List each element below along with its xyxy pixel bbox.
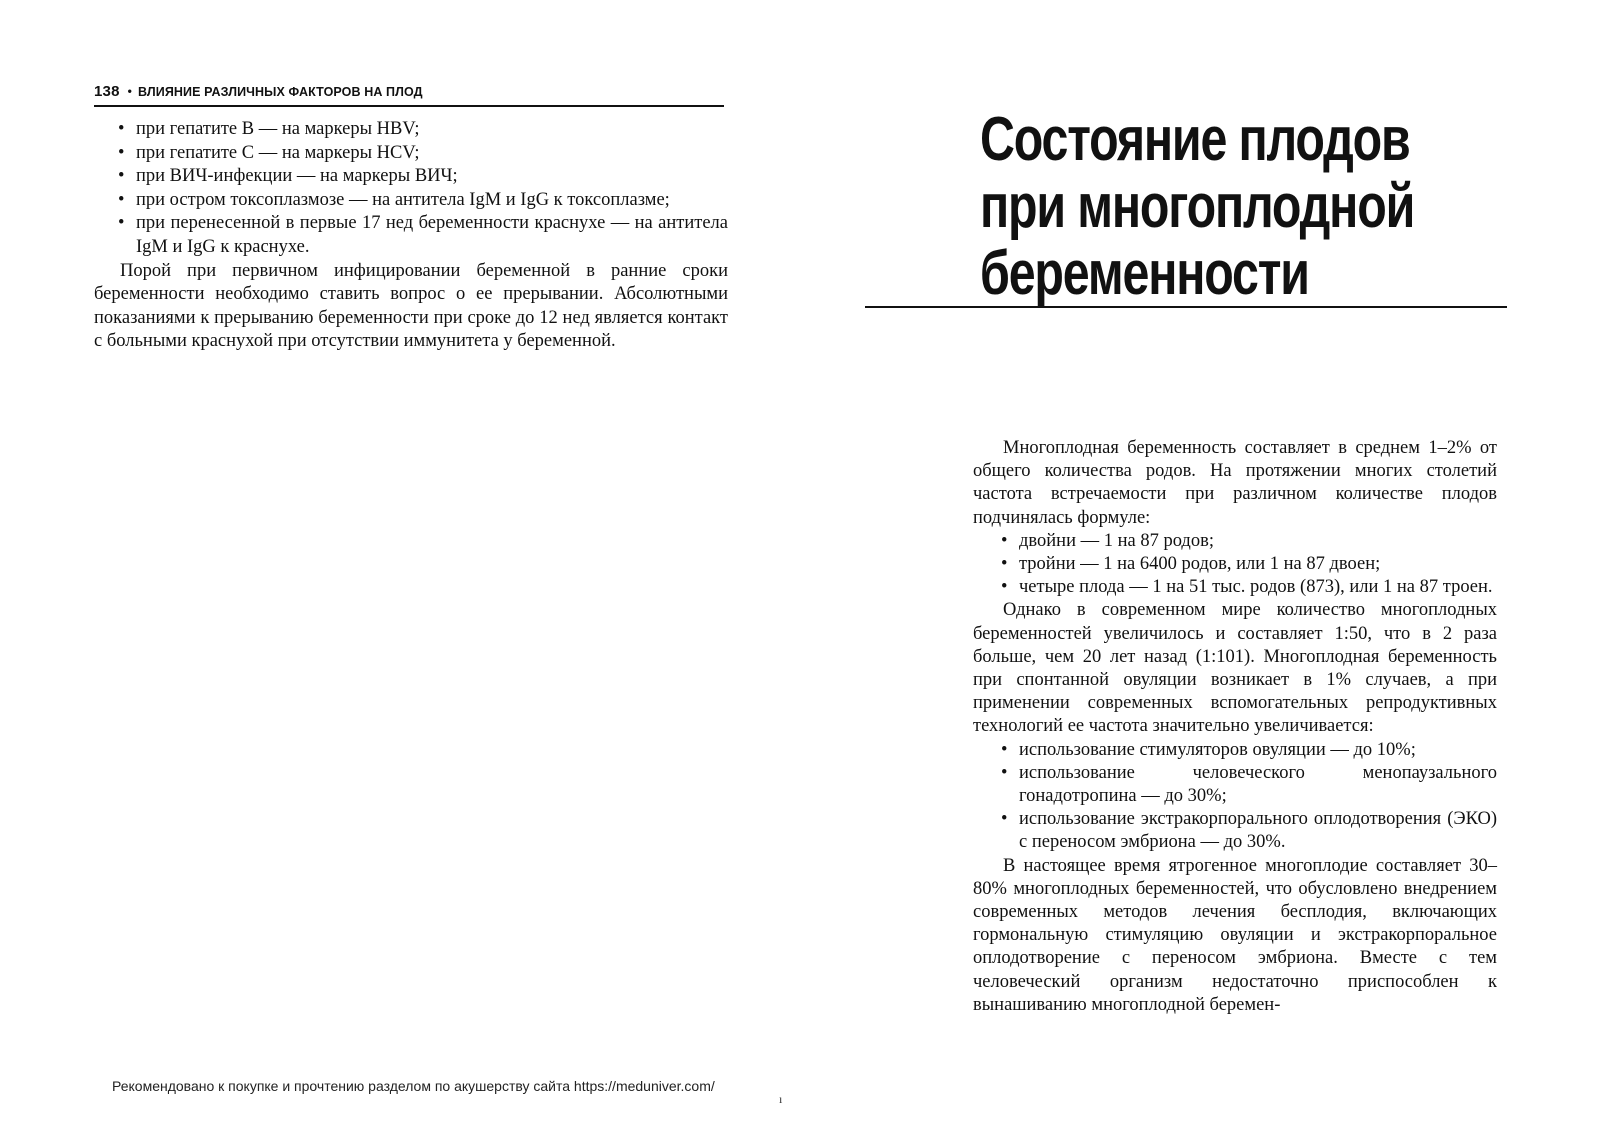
list-item: • при ВИЧ-инфекции — на маркеры ВИЧ; [94,165,728,189]
bullet-marker: • [118,119,125,139]
bullet-marker: • [118,142,125,163]
list-item: • использование стимуляторов овуляции — до 10%; [973,739,1497,762]
running-header [94,83,724,107]
bullet-marker: • [1001,554,1008,575]
bullet-marker: • [1001,577,1008,598]
list-item: • при гепатите В — на маркеры HBV; [94,118,728,142]
section-title: ВЛИЯНИЕ РАЗЛИЧНЫХ ФАКТОРОВ НА ПЛОД [138,85,423,99]
list-item: • при гепатите С — на маркеры HCV; [94,142,728,166]
right-page [800,0,1600,1129]
test-bullet-list [94,118,728,260]
chapter-title-line: при многоплодной [980,172,1415,241]
bullet-marker: • [1001,762,1008,783]
list-item: • тройни — 1 на 6400 родов, или 1 на 87 двоен; [973,553,1497,576]
header-bullet: • [127,84,133,98]
list-item: • использование человеческого менопаузального гонадотропина — до 30%; [1001,762,1497,807]
page-number: 138 [94,83,120,100]
list-item: • использование экстракорпорального оплодотворения (ЭКО) с переносом эмбриона — до 30%. [1001,809,1497,853]
bullet-marker: • [118,213,125,234]
bullet-marker: • [118,189,125,210]
frequency-bullet-list [973,530,1497,600]
chapter-title [980,106,1417,307]
stray-mark: ı [779,1092,783,1106]
art-bullet-list [973,739,1497,855]
chapter-title-line: беременности [980,239,1309,308]
chapter-title-line: Состояние плодов [980,105,1410,174]
chapter-divider [865,306,1507,308]
body-paragraph: В настоящее время ятрогенное многоплодие составляет 30–80% многоплодных беременностей, что обусловлено внедрением современных методов лечения бесплодия, включающих гормональную стимуляцию овуляции и экстракорпоральное оплодотворение с переносом эмбриона. Вместе с тем человеческий организм недостаточно приспособлен к вынашиванию многоплодной беремен- [973,855,1497,1015]
left-page-body [94,118,728,354]
body-paragraph: Многоплодная беременность составляет в среднем 1–2% от общего количества родов. На протяжении многих столетий частота встречаемости при различном количестве плодов подчинялась формуле: [973,438,1497,528]
right-page-body [973,437,1497,1017]
footer-note: Рекомендовано к покупке и прочтению разделом по акушерству сайта https://meduniver.com/ [112,1078,715,1094]
list-item: • двойни — 1 на 87 родов; [973,530,1497,553]
bullet-marker: • [118,166,125,187]
bullet-marker: • [1001,809,1008,830]
bullet-marker: • [1001,739,1008,760]
list-item: • при перенесенной в первые 17 нед беременности краснухе — на антитела IgM и IgG к краснухе. [118,213,728,257]
bullet-marker: • [1001,530,1008,551]
body-paragraph: Однако в современном мире количество многоплодных беременностей увеличилось и составляет 1:50, что в 2 раза больше, чем 20 лет назад (1:101). Многоплодная беременность при спонтанной овуляции возникает в 1% случаев, а при применении современных вспомогательных репродуктивных технологий ее частота значительно увеличивается: [973,600,1497,737]
body-paragraph: Порой при первичном инфицировании беременной в ранние сроки беременности необходимо ставить вопрос о ее прерывании. Абсолютными показаниями к прерыванию беременности при сроке до 12 нед является контакт с больными краснухой при отсутствии иммунитета у беременной. [94,260,728,352]
list-item: • четыре плода — 1 на 51 тыс. родов (873), или 1 на 87 троен. [973,576,1497,599]
list-item: • при остром токсоплазмозе — на антитела IgM и IgG к токсоплазме; [94,189,728,213]
